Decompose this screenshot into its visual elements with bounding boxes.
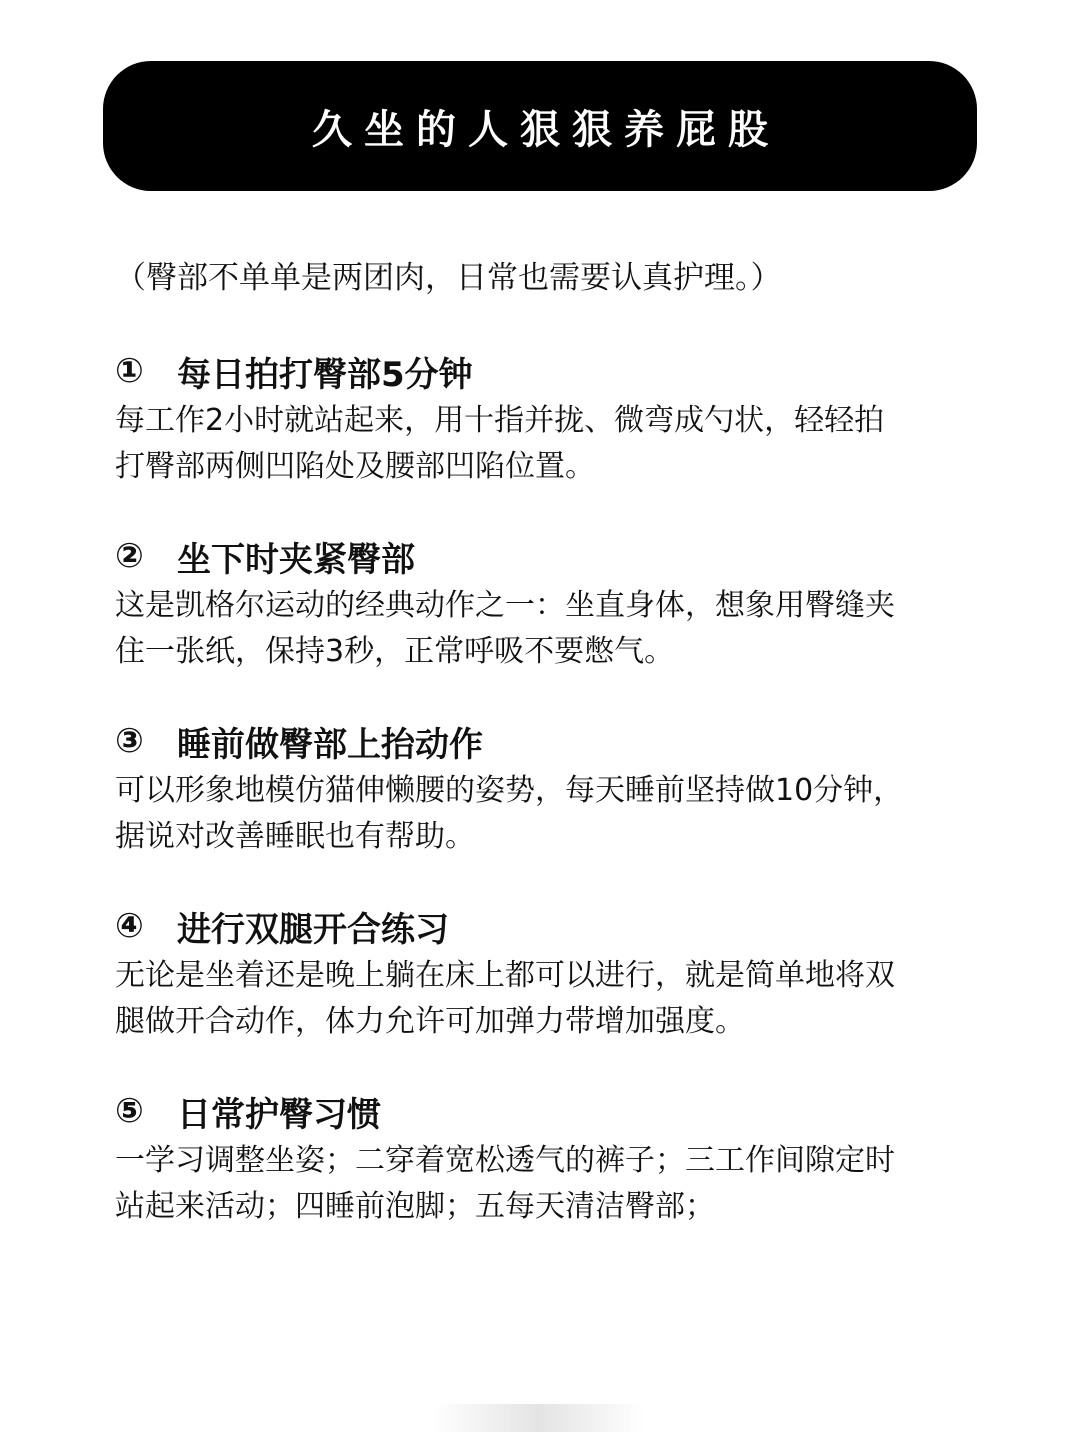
section-heading (115, 346, 975, 396)
section-body (115, 768, 975, 860)
section-4 (115, 901, 975, 1045)
section-3 (115, 716, 975, 860)
section-heading (115, 531, 975, 581)
section-body (115, 583, 975, 675)
section-body (115, 1138, 975, 1230)
body-line: 据说对改善睡眠也有帮助。 (115, 819, 475, 854)
section-number: ⑤ (115, 1091, 144, 1131)
body-line: 可以形象地模仿猫伸懒腰的姿势，每天睡前坚持做10分钟， (115, 773, 904, 808)
section-heading (115, 1086, 975, 1136)
section-heading (115, 901, 975, 951)
section-number: ④ (115, 906, 144, 946)
section-body (115, 398, 975, 490)
section-title: 进行双腿开合练习 (177, 909, 449, 950)
section-2 (115, 531, 975, 675)
section-number: ③ (115, 721, 144, 761)
body-line: 住一张纸，保持3秒，正常呼吸不要憋气。 (115, 634, 675, 669)
section-title: 日常护臀习惯 (177, 1094, 381, 1135)
body-line: 每工作2小时就站起来，用十指并拢、微弯成勺状，轻轻拍 (115, 403, 885, 438)
section-title: 睡前做臀部上抬动作 (177, 724, 483, 765)
body-line: 站起来活动；四睡前泡脚；五每天清洁臀部； (115, 1189, 715, 1224)
title-banner (103, 61, 977, 191)
page-title: 久坐的人狠狠养屁股 (312, 106, 780, 153)
body-line: 无论是坐着还是晚上躺在床上都可以进行，就是简单地将双 (115, 958, 895, 993)
body-line: 这是凯格尔运动的经典动作之一：坐直身体，想象用臀缝夹 (115, 588, 895, 623)
watermark (432, 1404, 646, 1432)
body-line: 腿做开合动作，体力允许可加弹力带增加强度。 (115, 1004, 745, 1039)
section-5 (115, 1086, 975, 1230)
section-body (115, 953, 975, 1045)
section-1 (115, 346, 975, 490)
section-number: ① (115, 351, 144, 391)
body-line: 打臀部两侧凹陷处及腰部凹陷位置。 (115, 449, 595, 484)
section-title: 坐下时夹紧臀部 (177, 539, 415, 580)
subtitle-note: （臀部不单单是两团肉，日常也需要认真护理。） (115, 260, 782, 296)
body-line: 一学习调整坐姿；二穿着宽松透气的裤子；三工作间隙定时 (115, 1143, 895, 1178)
section-title: 每日拍打臀部5分钟 (177, 354, 473, 395)
section-heading (115, 716, 975, 766)
section-number: ② (115, 536, 144, 576)
